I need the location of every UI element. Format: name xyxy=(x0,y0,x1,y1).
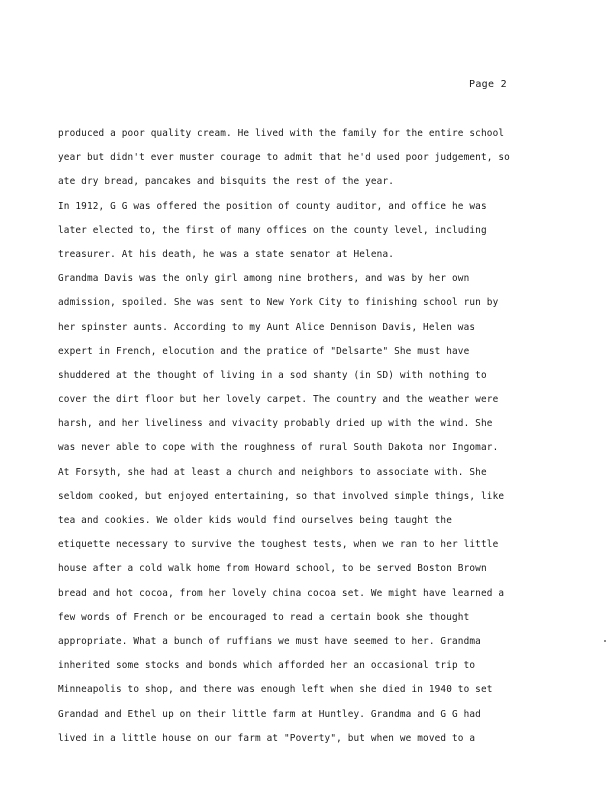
text-line: treasurer. At his death, he was a state senator at Helena. xyxy=(58,248,395,260)
text-line: house after a cold walk home from Howard school, to be served Boston Brown xyxy=(58,563,487,575)
text-line: shuddered at the thought of living in a sod shanty (in SD) with nothing to xyxy=(58,369,487,381)
text-line: cover the dirt floor but her lovely carpet. The country and the weather were xyxy=(58,394,499,406)
text-line: her spinster aunts. According to my Aunt Alice Dennison Davis, Helen was xyxy=(58,321,476,333)
text-line: admission, spoiled. She was sent to New York City to finishing school run by xyxy=(58,297,499,309)
text-line: tea and cookies. We older kids would find ourselves being taught the xyxy=(58,515,453,526)
text-line: produced a poor quality cream. He lived with the family for the entire school xyxy=(58,128,505,139)
body-text xyxy=(58,124,588,753)
page-number: Page 2 xyxy=(469,79,507,90)
text-line: year but didn't ever muster courage to admit that he'd used poor judgement, so xyxy=(58,152,510,164)
text-line: bread and hot cocoa, from her lovely china cocoa set. We might have learned a xyxy=(58,587,505,599)
text-line: In 1912, G G was offered the position of county auditor, and office he was xyxy=(58,200,487,212)
text-line: ate dry bread, pancakes and bisquits the rest of the year. xyxy=(58,176,395,188)
text-line: inherited some stocks and bonds which afforded her an occasional trip to xyxy=(58,660,476,672)
text-line: appropriate. What a bunch of ruffians we must have seemed to her. Grandma xyxy=(58,635,481,647)
text-line: harsh, and her liveliness and vivacity probably dried up with the wind. She xyxy=(58,418,493,430)
text-line: Grandma Davis was the only girl among nine brothers, and was by her own xyxy=(58,273,470,285)
text-line: Grandad and Ethel up on their little farm at Huntley. Grandma and G G had xyxy=(58,708,481,720)
text-line: Minneapolis to shop, and there was enough left when she died in 1940 to set xyxy=(58,684,493,696)
text-line: At Forsyth, she had at least a church and neighbors to associate with. She xyxy=(58,466,487,478)
text-line: later elected to, the first of many offices on the county level, including xyxy=(58,224,487,236)
scan-speck xyxy=(604,640,606,642)
text-line: etiquette necessary to survive the toughest tests, when we ran to her little xyxy=(58,539,499,551)
text-line: seldom cooked, but enjoyed entertaining, so that involved simple things, like xyxy=(58,490,505,502)
text-line: few words of French or be encouraged to read a certain book she thought xyxy=(58,611,470,623)
text-line: lived in a little house on our farm at "Poverty", but when we moved to a xyxy=(58,732,476,744)
text-line: was never able to cope with the roughness of rural South Dakota nor Ingomar. xyxy=(58,442,499,454)
text-line: expert in French, elocution and the pratice of "Delsarte" She must have xyxy=(58,345,470,357)
